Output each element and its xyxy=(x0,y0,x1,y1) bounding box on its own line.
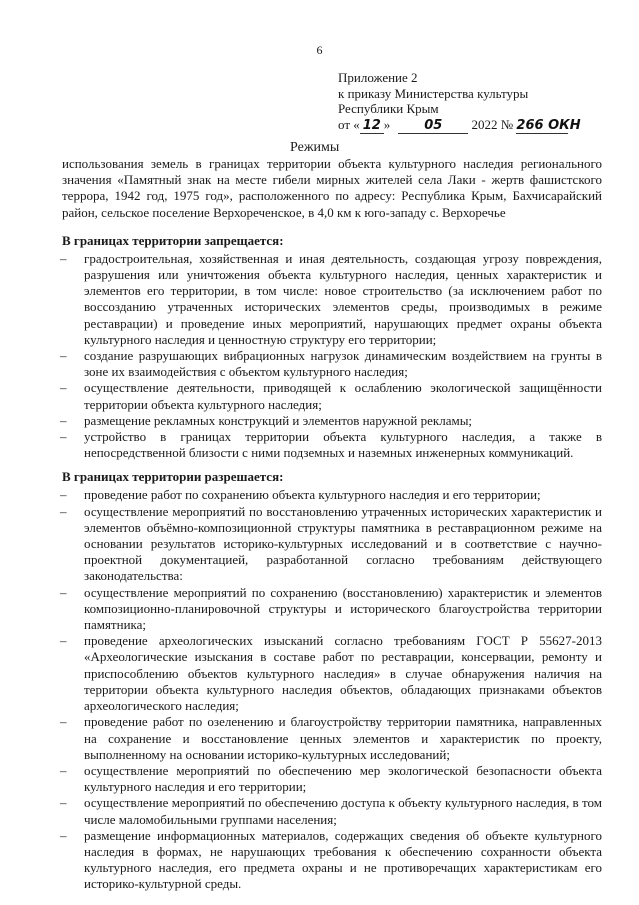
list-item: – осуществление мероприятий по восстановлению утраченных исторических характеристик и элементов объёмно-композиционной структуры памятника в реставрационном режиме на основании результатов историко-культурных исследований и в соответствие с научно-проектной документацией, разработанной согласно требованиям действующего законодательства: xyxy=(62,504,602,585)
list-item: – осуществление мероприятий по обеспечению доступа к объекту культурного наследия, в том числе маломобильными группами населения; xyxy=(62,795,602,827)
appendix-line-3: Республики Крым xyxy=(338,101,439,116)
intro-paragraph: использования земель в границах территории объекта культурного наследия регионального значения «Памятный знак на месте гибели мирных жителей села Лаки - жертв фашистского террора, 1942 год, 1975 год», расположенного по адресу: Республика Крым, Бахчисарайский район, сельское поселение Верхореченское, в 4,0 км к юго-западу с. Верхоречье xyxy=(62,156,602,220)
appendix-block xyxy=(338,70,581,134)
appendix-date-line xyxy=(338,116,581,135)
list-item: – осуществление мероприятий по сохранению (восстановлению) характеристик и элементов композиционно-планировочной структуры и исторического благоустройства территории памятника; xyxy=(62,585,602,634)
handwritten-month: 05 xyxy=(424,117,443,133)
list-item: – проведение работ по сохранению объекта культурного наследия и его территории; xyxy=(62,487,602,503)
date-year: 2022 № xyxy=(471,116,514,132)
list-item: – осуществление мероприятий по обеспечению мер экологической безопасности объекта культурного наследия и его территории; xyxy=(62,763,602,795)
list-item: – градостроительная, хозяйственная и иная деятельность, создающая угрозу повреждения, разрушения или уничтожения объекта культурного наследия, ценных характеристик и элементов его территории, в том числе: новое строительство (за исключением работ по воссозданию утраченных исторических элементов среды, производимых в режиме реставрации) и проведение иных мероприятий, нарушающих предмет охраны объекта культурного наследия и ценностную структуру его территории; xyxy=(62,251,602,348)
page-number: 6 xyxy=(316,43,323,57)
date-prefix: от « xyxy=(338,116,360,132)
list-item: – проведение работ по озеленению и благоустройству территории памятника, направленных на сохранение и восстановление ценных элементов и характеристик по проекту, выполненному на основании историко-культурных исследований; xyxy=(62,714,602,763)
date-mid: » xyxy=(383,116,391,132)
allowed-heading: В границах территории разрешается: xyxy=(62,469,284,485)
list-item: – осуществление деятельности, приводящей к ослаблению экологической защищённости территории объекта культурного наследия; xyxy=(62,380,602,412)
allowed-list xyxy=(62,487,602,892)
document-body xyxy=(62,156,602,901)
prohibited-heading: В границах территории запрещается: xyxy=(62,232,284,248)
prohibited-list xyxy=(62,251,602,462)
appendix-line-1: Приложение 2 xyxy=(338,70,418,85)
list-item: – устройство в границах территории объекта культурного наследия, а также в непосредственной близости с ними подземных и наземных инженерных коммуникаций. xyxy=(62,429,602,461)
document-title: Режимы xyxy=(290,140,340,155)
handwritten-number: 266 ОКН xyxy=(516,117,581,133)
handwritten-day: 12 xyxy=(362,117,381,133)
list-item: – проведение археологических изысканий согласно требованиям ГОСТ Р 55627-2013 «Археологические изыскания в составе работ по реставрации, консервации, ремонту и приспособлению объектов культурного наследия» в случае обнаружения наличия на территории объекта культурного наследия объектов, обладающих признаками объектов археологического наследия; xyxy=(62,633,602,714)
list-item: – создание разрушающих вибрационных нагрузок динамическим воздействием на грунты в зоне их взаимодействия с объектом культурного наследия; xyxy=(62,348,602,380)
list-item: – размещение информационных материалов, содержащих сведения об объекте культурного наследия в формах, не нарушающих требования к обеспечению сохранности объекта культурного наследия, его предмета охраны и не противоречащих характеристикам его историко-культурной среды. xyxy=(62,828,602,893)
list-item: – размещение рекламных конструкций и элементов наружной рекламы; xyxy=(62,413,602,429)
appendix-line-2: к приказу Министерства культуры xyxy=(338,85,529,101)
